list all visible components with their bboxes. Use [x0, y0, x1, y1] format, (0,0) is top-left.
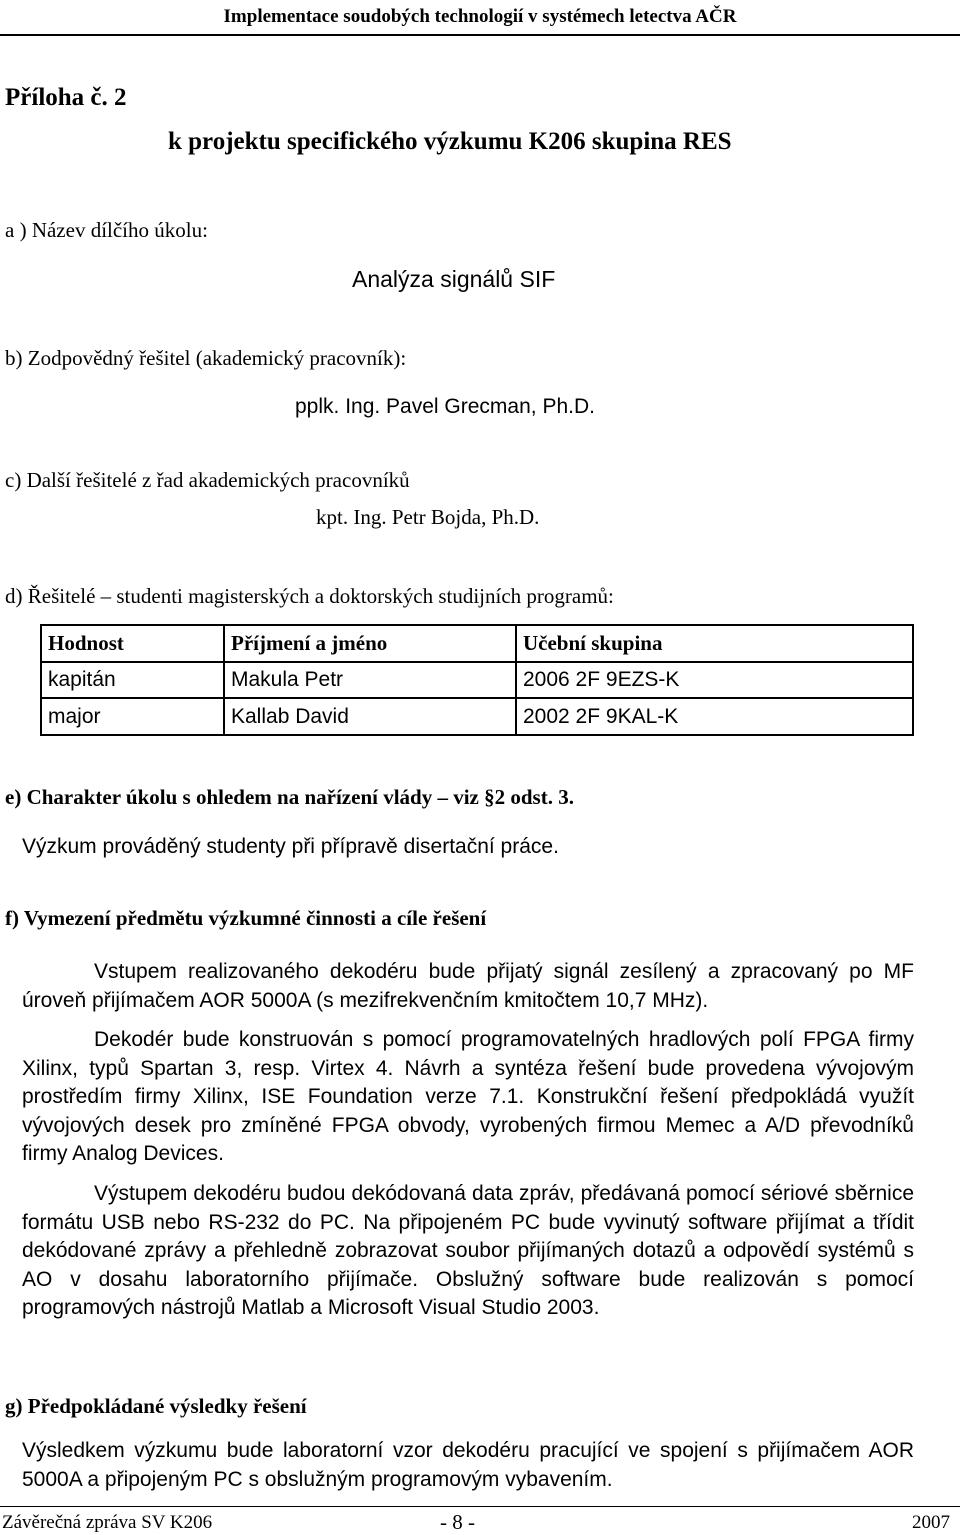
- cell-name: Kallab David: [224, 698, 516, 735]
- cell-rank: kapitán: [41, 662, 224, 699]
- header-divider: [0, 34, 960, 36]
- section-d-heading: d) Řešitelé – studenti magisterských a doktorských studijních programů:: [5, 584, 614, 608]
- project-title: k projektu specifického výzkumu K206 skupina RES: [168, 128, 732, 155]
- cell-group: 2002 2F 9KAL-K: [516, 698, 913, 735]
- task-name: Analýza signálů SIF: [352, 266, 556, 292]
- header-group: Učební skupina: [516, 625, 913, 662]
- section-a-heading: a ) Název dílčího úkolu:: [5, 218, 208, 242]
- section-f-heading: f) Vymezení předmětu výzkumné činnosti a cíle řešení: [5, 906, 487, 930]
- table-row: [41, 662, 913, 699]
- attachment-label: Příloha č. 2: [5, 84, 127, 111]
- table-row: [41, 698, 913, 735]
- footer-report-title: Závěrečná zpráva SV K206: [2, 1512, 213, 1533]
- section-e-heading: e) Charakter úkolu s ohledem na nařízení vlády – viz §2 odst. 3.: [5, 785, 574, 809]
- header-name: Příjmení a jméno: [224, 625, 516, 662]
- responsible-researcher: pplk. Ing. Pavel Grecman, Ph.D.: [295, 395, 595, 418]
- section-g-text: Výsledkem výzkumu bude laboratorní vzor dekodéru pracující ve spojení s přijímačem AOR 5000A a připojeným PC s obslužným programovým vybavením.: [22, 1439, 914, 1491]
- table-header-row: [41, 625, 913, 662]
- section-b-heading: b) Zodpovědný řešitel (akademický pracovník):: [5, 346, 407, 370]
- section-c-heading: c) Další řešitelé z řad akademických pracovníků: [5, 468, 410, 492]
- section-f-paragraph: Výstupem dekodéru budou dekódovaná data zpráv, předávaná pomocí sériové sběrnice formátu USB nebo RS-232 do PC. Na připojeném PC bude vyvinutý software přijímat a třídit dekódované zprávy a přehledně zobrazovat soubor přijímaných dotazů a odpovědí systémů s AO v dosahu laboratorního přijímače. Obslužný software bude realizován s pomocí programových nástrojů Matlab a Microsoft Visual Studio 2003.: [22, 1182, 914, 1319]
- section-f-paragraph: Dekodér bude konstruován s pomocí programovatelných hradlových polí FPGA firmy Xilinx, typů Spartan 3, resp. Virtex 4. Návrh a syntéza řešení bude provedena vývojovým prostředím firmy Xilinx, ISE Foundation verze 7.1. Konstrukční řešení předpokládá využít vývojových desek pro zmíněné FPGA obvody, vyrobených firmou Memec a A/D převodníků firmy Analog Devices.: [22, 1028, 914, 1165]
- page-number: - 8 -: [440, 1510, 475, 1534]
- other-researcher: kpt. Ing. Petr Bojda, Ph.D.: [316, 505, 540, 529]
- running-header: Implementace soudobých technologií v systémech letectva AČR: [223, 6, 737, 27]
- footer-year: 2007: [912, 1512, 950, 1533]
- section-f-paragraph: Vstupem realizovaného dekodéru bude přijatý signál zesílený a zpracovaný po MF úroveň přijímačem AOR 5000A (s mezifrekvenčním kmitočtem 10,7 MHz).: [22, 960, 914, 1012]
- students-table: [40, 624, 914, 736]
- cell-group: 2006 2F 9EZS-K: [516, 662, 913, 699]
- cell-rank: major: [41, 698, 224, 735]
- cell-name: Makula Petr: [224, 662, 516, 699]
- header-rank: Hodnost: [41, 625, 224, 662]
- footer-divider: [0, 1506, 960, 1507]
- section-e-text: Výzkum prováděný studenty při přípravě disertační práce.: [22, 835, 559, 858]
- section-g-heading: g) Předpokládané výsledky řešení: [5, 1394, 307, 1418]
